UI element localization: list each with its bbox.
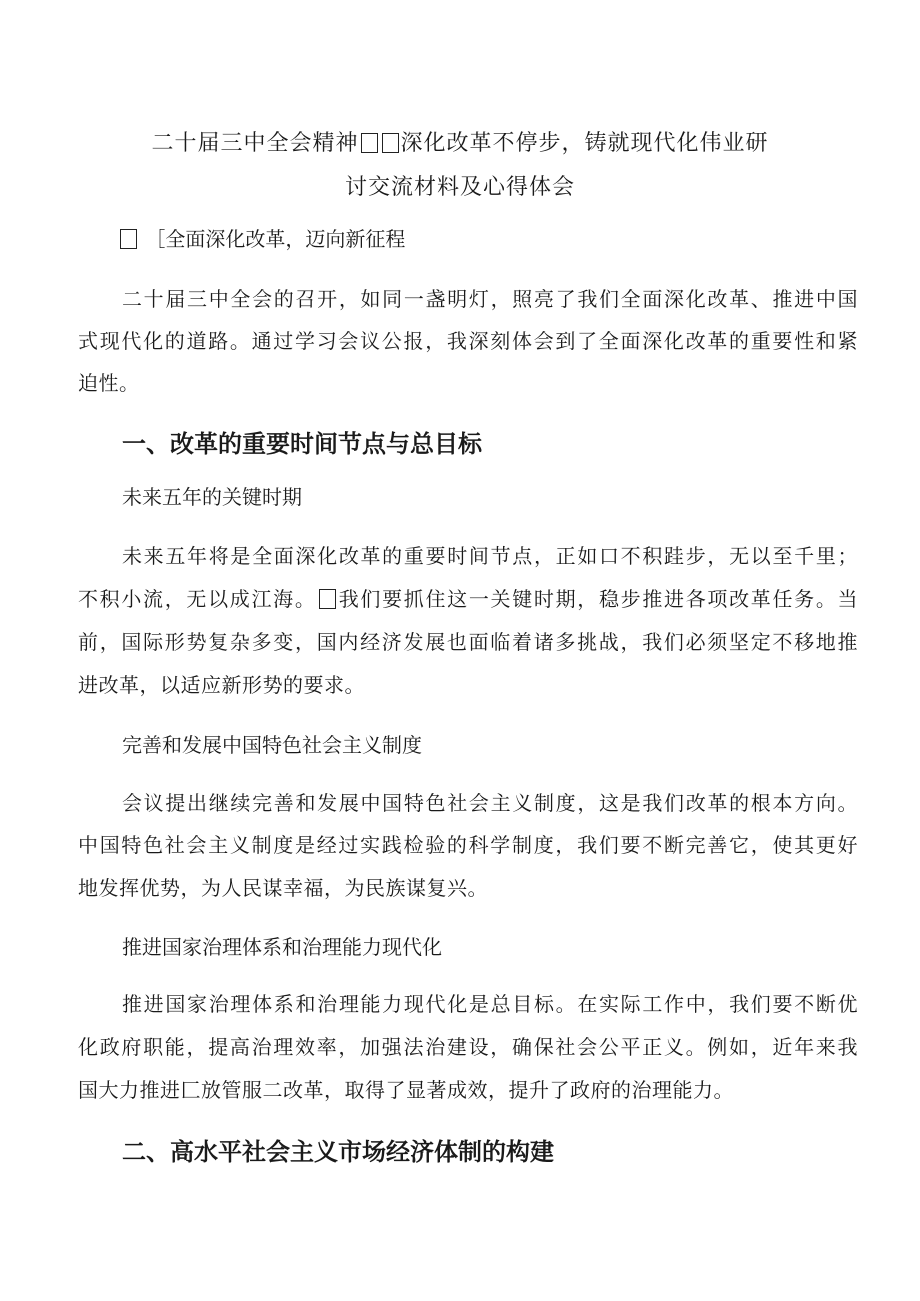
missing-glyph-box	[361, 133, 378, 153]
section-1-para-3-line: 推进国家治理体系和治理能力现代化是总目标。在实际工作中，我们要不断优	[122, 992, 858, 1016]
section-1-sub-1: 未来五年的关键时期	[122, 485, 302, 509]
section-1-heading: 一、改革的重要时间节点与总目标	[122, 430, 482, 458]
section-1-para-1-line: 前，国际形势复杂多变，国内经济发展也面临着诸多挑战，我们必须坚定不移地推	[78, 630, 858, 654]
missing-glyph-box	[120, 229, 137, 249]
section-1-para-2-line: 地发挥优势，为人民谋幸福，为民族谋复兴。	[78, 876, 488, 900]
intro-para-line: 式现代化的道路。通过学习会议公报，我深刻体会到了全面深化改革的重要性和紧	[78, 329, 858, 353]
missing-glyph-box	[382, 133, 399, 153]
missing-glyph-box	[319, 589, 336, 609]
section-1-para-1-line: 不积小流，无以成江海。 我们要抓住这一关键时期，稳步推进各项改革任务。当	[78, 587, 859, 611]
section-1-para-2-line: 会议提出继续完善和发展中国特色社会主义制度，这是我们改革的根本方向。	[122, 791, 858, 815]
section-1-sub-3: 推进国家治理体系和治理能力现代化	[122, 935, 442, 959]
section-1-sub-2: 完善和发展中国特色社会主义制度	[122, 733, 422, 757]
section-1-para-1-line: 未来五年将是全面深化改革的重要时间节点，正如口不积跬步，无以至千里；	[122, 544, 858, 568]
intro-para-line: 二十届三中全会的召开，如同一盏明灯，照亮了我们全面深化改革、推进中国	[122, 287, 858, 311]
doc-title-line-1: 二十届三中全会精神 深化改革不停步，铸就现代化伟业研	[151, 131, 769, 156]
doc-title-line-2: 讨交流材料及心得体会	[344, 175, 575, 200]
section-1-para-2-line: 中国特色社会主义制度是经过实践检验的科学制度，我们要不断完善它，使其更好	[78, 833, 858, 857]
section-1-para-3-line: 化政府职能，提高治理效率，加强法治建设，确保社会公平正义。例如，近年来我	[78, 1035, 858, 1059]
intro-heading: ［全面深化改革，迈向新征程	[118, 225, 818, 253]
intro-para-line: 迫性。	[78, 371, 140, 395]
section-1-para-3-line: 国大力推进匚放管服二改革，取得了显著成效，提升了政府的治理能力。	[78, 1078, 734, 1102]
section-1-para-1-line: 进改革，以适应新形势的要求。	[78, 673, 365, 697]
section-2-heading: 二、高水平社会主义市场经济体制的构建	[122, 1138, 554, 1166]
